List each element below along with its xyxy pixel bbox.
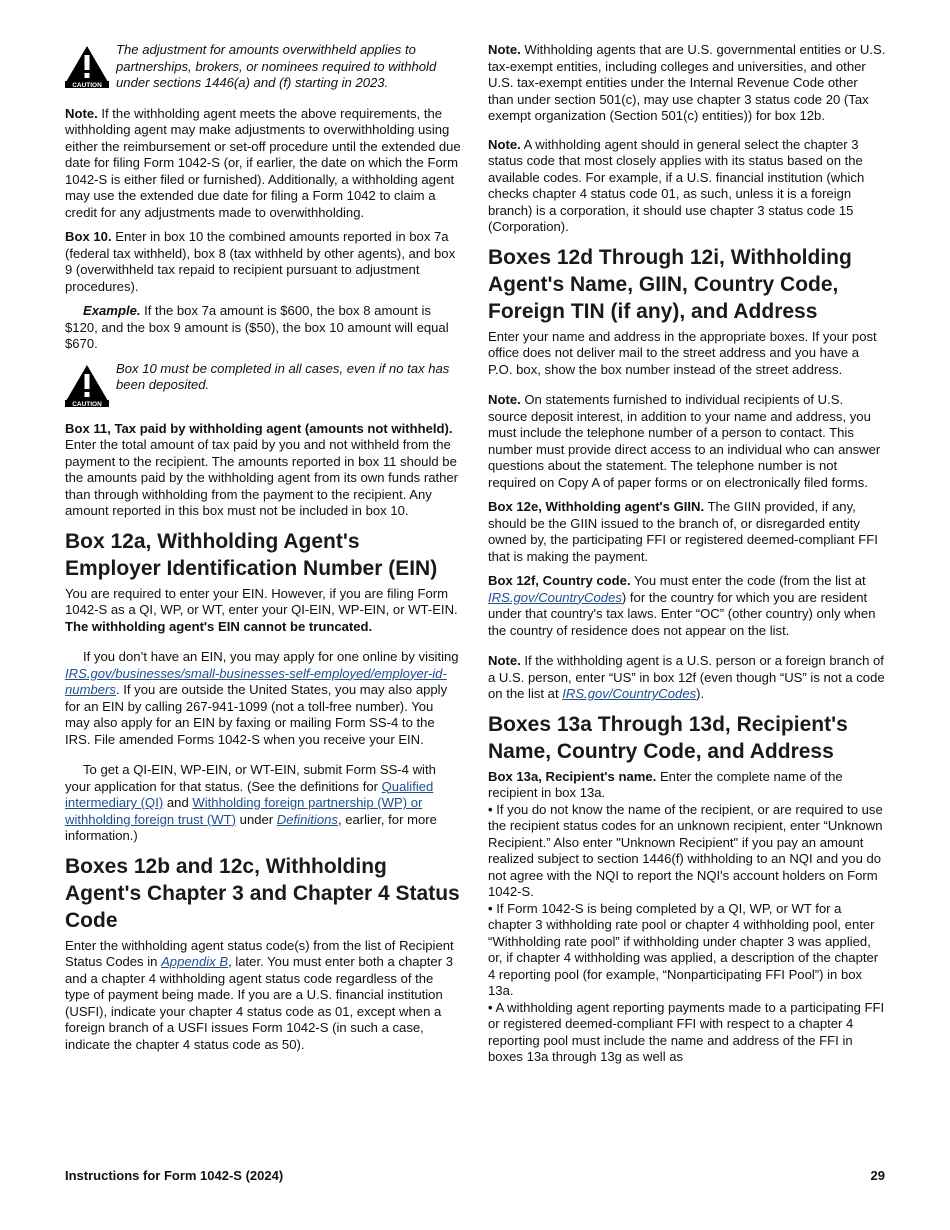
status-code-paragraph: Enter the withholding agent status code(s) from the list of Recipient Status Codes in Appendix B, later. You must enter both a chapter 3 and a chapter 4 withholding agent status code regardless of the type of payment being made. If you are a U.S. financial institution (USFI), indicate your chapter 4 status code as 01, except when a foreign branch of a USFI issues Form 1042-S (in such a case, indicate the chapter 4 status code as 50). (65, 937, 454, 1052)
caution-notice-2 (65, 361, 461, 407)
box11-paragraph: Box 11, Tax paid by withholding agent (amounts not withheld). Enter the total amount of tax paid by you and not withheld from the payment to the recipient. The amounts reported in box 11 should be the amounts paid by the withholding agent from its own funds rather than through withholding from the payment to the recipient. Any amount reported in this box must not be included in box 10. (65, 420, 459, 518)
ein-apply-paragraph: If you don’t have an EIN, you may apply for one online by visiting IRS.gov/businesses/small-businesses-self-employed/employer-id-numbers. If you are outside the United States, you may also apply for an EIN by calling 267-941-1099 (not a toll-free number). You may also apply for an EIN by faxing or mailing Form SS-4 to the IRS. File amended Forms 1042-S when you receive your EIN. (65, 649, 459, 747)
appendix-b-link[interactable]: Appendix B (161, 954, 229, 969)
box13a-paragraph: Box 13a, Recipient's name. Enter the complete name of the recipient in box 13a. (488, 768, 843, 800)
caution-icon-label: CAUTION (72, 400, 102, 407)
note-paragraph: Note. Withholding agents that are U.S. governmental entities or U.S. tax-exempt entities, including colleges and universities, and other U.S. tax-exempt entities under the Internal Revenue Code other than under section 501(c), may use chapter 3 status code 20 (Tax exempt organization (Section 501(c) entities)) for box 12b. (488, 42, 886, 123)
name-address-paragraph: Enter your name and address in the appropriate boxes. If your post office does not deliver mail to the street address and you have a P.O. box, show the box number instead of the street address. (488, 328, 877, 377)
note-paragraph: Note. If the withholding agent meets the above requirements, the withholding agent may make adjustments to overwithholding using either the reimbursement or set-off procedure until the extended due date for filing Form 1042-S (or, if earlier, the date on which the Form 1042-S is either filed or furnished). Additionally, a withholding agent may use the extended due date for filing a Form 1042 to claim a credit for any adjustments made to overwithholding. (65, 105, 461, 220)
note-paragraph: Note. A withholding agent should in general select the chapter 3 status code that most closely applies with its status based on the available codes. For example, if a U.S. financial institution (which checks chapter 4 status code 01, as such, unless it is a foreign branch) is a corporation, it should use chapter 3 status code 15 (Corporation). (488, 136, 865, 234)
list-item: • If you do not know the name of the recipient, or are required to use the recipient status codes for an unknown recipient, enter “Unknown Recipient.” Also enter "Unknown Recipient" if you pay an amount realized subject to section 1446(f) withholding to an NQI and you do not agree with the NQI to report the NQI's account holders on Form 1042-S. (488, 801, 883, 899)
box12f-paragraph: Box 12f, Country code. You must enter the code (from the list at IRS.gov/CountryCodes) for the country for which you are resident under that country's tax laws. Enter “OC” (other country) only when the country of residence does not appear on the list. (488, 573, 876, 638)
footer-title: Instructions for Form 1042-S (2024) (65, 1168, 284, 1183)
caution-icon-label: CAUTION (72, 82, 102, 88)
right-column (488, 42, 886, 1066)
heading-box12a: Box 12a, Withholding Agent's Employer Identification Number (EIN) (65, 529, 438, 580)
caution-icon (65, 363, 109, 407)
left-column (65, 42, 461, 1061)
heading-box12d: Boxes 12d Through 12i, Withholding Agent's Name, GIIN, Country Code, Foreign TIN (if any), and Address (488, 245, 852, 323)
box10-paragraph: Box 10. Enter in box 10 the combined amounts reported in box 7a (federal tax withheld), box 8 (tax withheld by other agents), and box 9 (overwithheld tax repaid to recipient pursuant to adjustment procedures). (65, 229, 456, 294)
definitions-link[interactable]: Definitions (276, 811, 338, 827)
wp-wt-link[interactable]: Withholding foreign partnership (WP) or withholding foreign trust (WT) (65, 795, 423, 827)
example-paragraph: Example. If the box 7a amount is $600, the box 8 amount is $120, and the box 9 amount is ($50), the box 10 amount will equal $670. (65, 303, 449, 351)
country-codes-link[interactable]: IRS.gov/CountryCodes (488, 589, 622, 605)
heading-box13a: Boxes 13a Through 13d, Recipient's Name, Country Code, and Address (488, 712, 848, 763)
caution-notice (65, 42, 461, 92)
qi-link[interactable]: Qualified intermediary (QI) (65, 778, 434, 810)
list-item: • A withholding agent reporting payments made to a participating FFI or registered deemed-compliant FFI with respect to a chapter 4 reporting pool must include the name and address of the FFI in boxes 13a through 13g as well as (488, 999, 885, 1064)
ein-paragraph: You are required to enter your EIN. However, if you are filing Form 1042-S as a QI, WP, or WT, enter your QI-EIN, WP-EIN, or WT-EIN. The withholding agent's EIN cannot be truncated. (65, 585, 458, 634)
caution-text: Box 10 must be completed in all cases, even if no tax has been deposited. (116, 360, 450, 392)
note-paragraph: Note. If the withholding agent is a U.S. person or a foreign branch of a U.S. person, enter “US” in box 12f (even though “US” is not a code on the list at IRS.gov/CountryCodes). (488, 653, 885, 701)
list-item: • If Form 1042-S is being completed by a QI, WP, or WT for a chapter 3 withholding rate pool or chapter 4 withholding pool, enter “Withholding rate pool” if withholding under chapter 3 was applied, or, if chapter 4 withholding was applied, a description of the chapter 4 reporting pool (for example, “Nonparticipating FFI Pool”) in box 13a. (488, 900, 879, 998)
box12e-paragraph: Box 12e, Withholding agent's GIIN. The GIIN provided, if any, should be the GIIN issued to the branch of, or disregarded entity owned by, the participating FFI or registered deemed-compliant FFI that is making the payment. (488, 499, 878, 564)
note-paragraph: Note. On statements furnished to individual recipients of U.S. source deposit interest, in addition to your name and address, you must include the telephone number of a person to contact. This number must provide direct access to an individual who can answer questions about the statement. The telephone number is not required on Copy A of paper forms or on electronically filed forms. (488, 392, 881, 490)
country-codes-link[interactable]: IRS.gov/CountryCodes (562, 686, 697, 701)
page-number: 29 (870, 1168, 885, 1183)
qi-ein-paragraph: To get a QI-EIN, WP-EIN, or WT-EIN, submit Form SS-4 with your application for that status. (See the definitions for Qualified intermediary (QI) and Withholding foreign partnership (WP) or withholding foreign trust (WT) under Definitions, earlier, for more information.) (65, 762, 437, 843)
caution-text: The adjustment for amounts overwithheld applies to partnerships, brokers, or nominees required to withhold under sections 1446(a) and (f) starting in 2023. (116, 42, 437, 90)
ein-link[interactable]: IRS.gov/businesses/small-businesses-self-employed/employer-id-numbers (65, 665, 447, 697)
caution-icon (65, 44, 109, 88)
heading-box12b: Boxes 12b and 12c, Withholding Agent's Chapter 3 and Chapter 4 Status Code (65, 854, 460, 932)
